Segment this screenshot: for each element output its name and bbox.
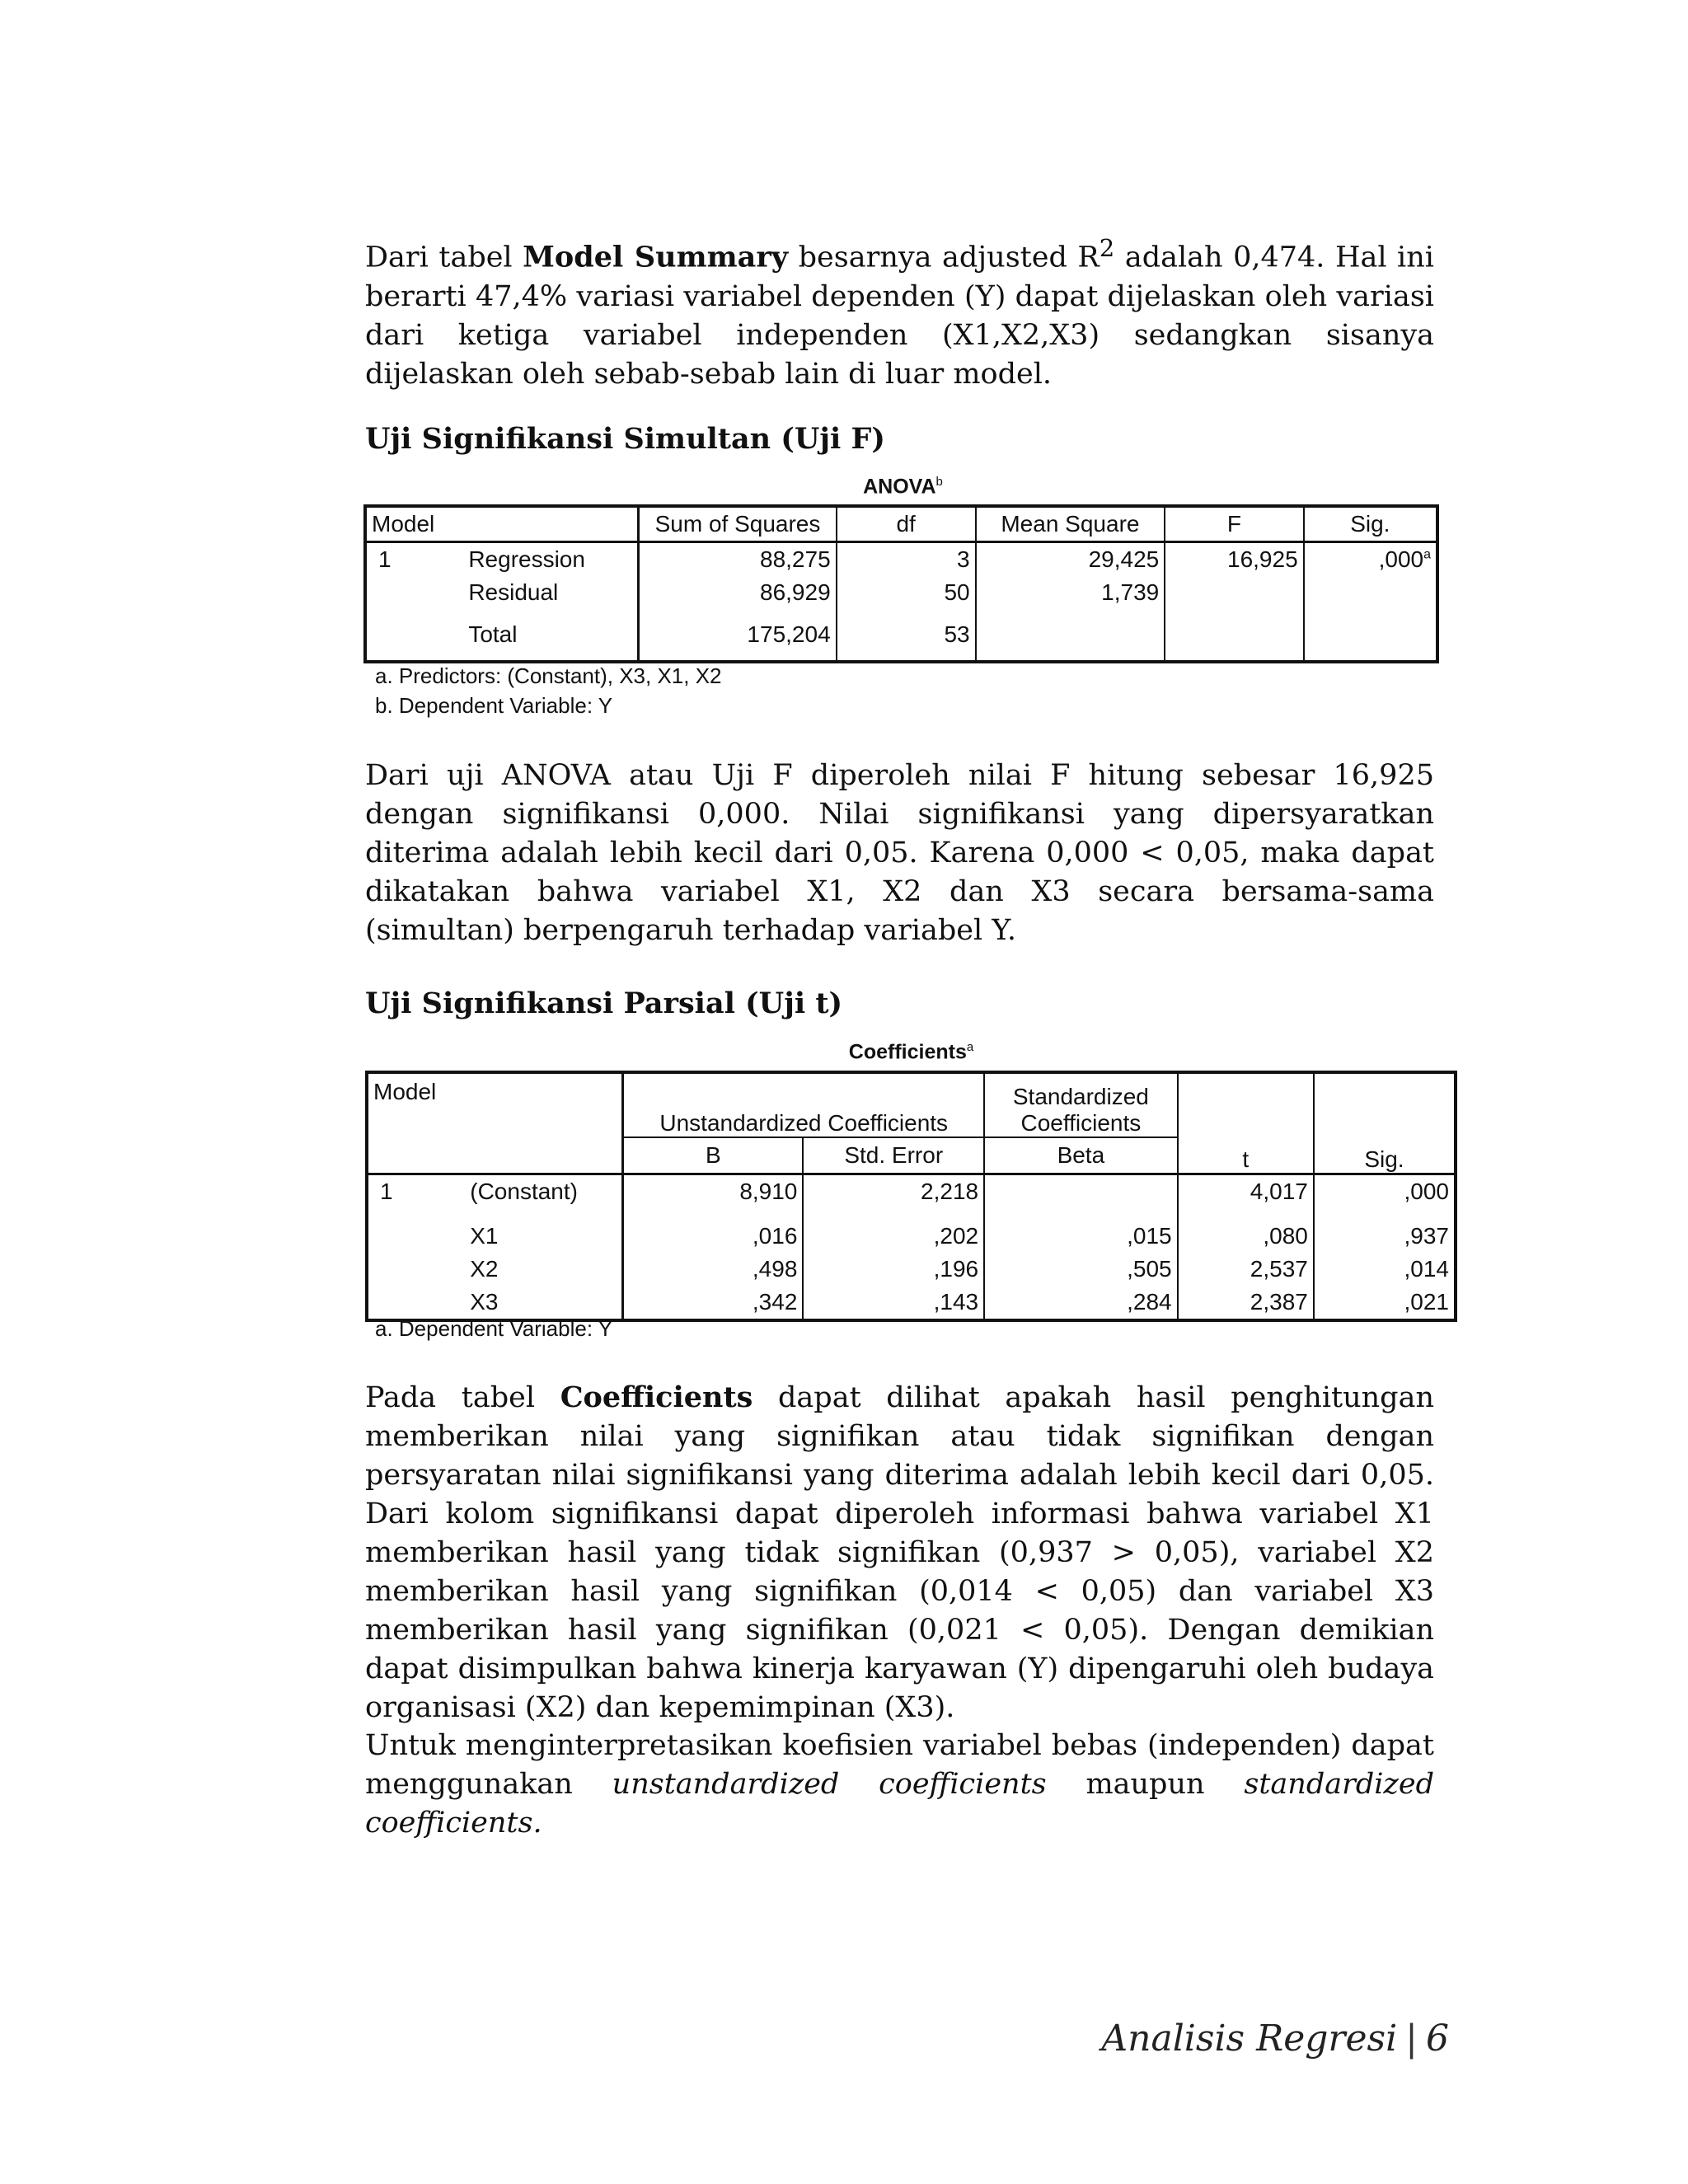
running-title: Analisis Regresi [1101, 2018, 1398, 2060]
anova-table [363, 504, 1439, 663]
footnote-b: b. Dependent Variable: Y [375, 693, 613, 718]
cell-t: 2,537 [1178, 1253, 1314, 1286]
header-line: Standardized [1012, 1084, 1149, 1109]
anova-header-f: F [1165, 506, 1303, 542]
cell-df: 3 [837, 542, 976, 577]
anova-header-sig: Sig. [1350, 511, 1390, 537]
cell-df: 50 [837, 576, 976, 609]
cell-f [1165, 609, 1303, 662]
table-row [365, 542, 1437, 577]
header-line: Coefficients [1020, 1110, 1142, 1136]
row-label: (Constant) [465, 1174, 623, 1221]
row-label: Regression [463, 542, 639, 577]
table-row [365, 609, 1437, 662]
row-label: Residual [463, 576, 639, 609]
coef-header-standardized [984, 1072, 1177, 1137]
anova-header-ss: Sum of Squares [639, 506, 837, 542]
cell-b: 8,910 [623, 1174, 804, 1221]
table-row [367, 1253, 1456, 1286]
paragraph-model-summary [365, 229, 1434, 394]
model-number: 1 [380, 1179, 393, 1204]
cell-std-error: ,202 [803, 1220, 984, 1253]
coef-header-sig: Sig. [1364, 1146, 1404, 1172]
table-row [367, 1174, 1456, 1221]
footnote-marker: a [966, 1040, 974, 1054]
cell-b: ,016 [623, 1220, 804, 1253]
coef-header-model: Model [367, 1072, 623, 1174]
italic-term: standardized coefficients. [365, 1768, 1434, 1840]
cell-b: ,342 [623, 1286, 804, 1320]
anova-table-title [365, 475, 1441, 499]
paragraph-interpretation-note [365, 1727, 1434, 1843]
cell-ss: 88,275 [639, 542, 837, 577]
cell-ss: 175,204 [639, 609, 837, 662]
footnote-a: a. Predictors: (Constant), X3, X1, X2 [375, 663, 722, 688]
cell-b: ,498 [623, 1253, 804, 1286]
text-run: Dari tabel [365, 241, 523, 274]
coef-header-b: B [623, 1137, 804, 1174]
text-run: maupun [1046, 1768, 1245, 1801]
cell-sig [1304, 542, 1437, 577]
coef-header-unstandardized: Unstandardized Coefficients [623, 1072, 984, 1137]
text-run: Untuk menginterpretasikan koefisien variabel bebas (independen) dapat menggunakan [365, 1729, 1434, 1801]
cell-sig [1304, 576, 1437, 609]
cell-beta [984, 1174, 1177, 1221]
text-run: dapat dilihat apakah hasil penghitungan memberikan nilai yang signifikan atau tidak signifikan dengan persyaratan nilai signifikansi yang diterima adalah lebih kecil dari 0,05. Dari kolom signifikansi dapat diperoleh informasi bahwa variabel X1 memberikan hasil yang tidak signifikan (0,937 > 0,05), variabel X2 memberikan hasil yang signifikan (0,014 < 0,05) dan variabel X3 memberikan hasil yang signifikan (0,021 < 0,05). Dengan demikian dapat disimpulkan bahwa kinerja karyawan (Y) dipengaruhi oleh budaya organisasi (X2) dan kepemimpinan (X3). [365, 1381, 1434, 1724]
table-row [365, 576, 1437, 609]
anova-header-model: Model [365, 506, 639, 542]
cell-t: ,080 [1178, 1220, 1314, 1253]
coefficients-table [365, 1071, 1457, 1322]
cell-sig: ,014 [1404, 1256, 1449, 1282]
cell-beta: ,505 [984, 1253, 1177, 1286]
cell-f [1165, 576, 1303, 609]
section-heading-uji-f: Uji Signifikansi Simultan (Uji F) [365, 422, 885, 456]
anova-footnotes [375, 661, 722, 720]
footnote-marker: a [1423, 547, 1431, 562]
cell-t: 2,387 [1178, 1286, 1314, 1320]
model-number: 1 [378, 546, 392, 572]
bold-term: Model Summary [523, 240, 789, 274]
coef-header-beta: Beta [984, 1137, 1177, 1174]
row-label: X2 [465, 1253, 623, 1286]
page-number: 6 [1426, 2018, 1449, 2060]
coefficients-table-title [365, 1040, 1457, 1064]
anova-header-df: df [837, 506, 976, 542]
section-heading-uji-t: Uji Signifikansi Parsial (Uji t) [365, 987, 843, 1020]
table-row [367, 1220, 1456, 1253]
coef-title-text: Coefficients [848, 1040, 967, 1064]
sig-value: ,000 [1378, 546, 1424, 572]
cell-ms: 29,425 [976, 542, 1165, 577]
text-run: Pada tabel [365, 1381, 560, 1414]
cell-ms: 1,739 [976, 576, 1165, 609]
cell-std-error: ,143 [803, 1286, 984, 1320]
cell-std-error: ,196 [803, 1253, 984, 1286]
paragraph-anova-interpretation: Dari uji ANOVA atau Uji F diperoleh nilai F hitung sebesar 16,925 dengan signifikansi 0,000. Nilai signifikansi yang dipersyaratkan diterima adalah lebih kecil dari 0,05. Karena 0,000 < 0,05, maka dapat dikatakan bahwa variabel X1, X2 dan X3 secara bersama-sama (simultan) berpengaruh terhadap variabel Y. [365, 759, 1434, 947]
page-footer [1101, 2018, 1449, 2060]
footnote-marker: b [935, 475, 943, 489]
bold-term: Coefficients [560, 1380, 753, 1414]
cell-sig: ,937 [1404, 1223, 1449, 1249]
cell-ms [976, 609, 1165, 662]
cell-df: 53 [837, 609, 976, 662]
footer-separator: | [1405, 2018, 1418, 2060]
text-run: besarnya adjusted R [788, 241, 1100, 274]
cell-std-error: 2,218 [803, 1174, 984, 1221]
row-label: X3 [465, 1286, 623, 1320]
row-label: Total [463, 609, 639, 662]
paragraph-coefficients-interpretation [365, 1378, 1434, 1727]
coef-header-t: t [1178, 1072, 1314, 1174]
anova-title-text: ANOVA [863, 475, 936, 499]
coefficients-footnote: a. Dependent Variable: Y [375, 1316, 613, 1341]
cell-sig: ,021 [1404, 1289, 1449, 1315]
italic-term: unstandardized coefficients [612, 1768, 1047, 1801]
anova-header-ms: Mean Square [976, 506, 1165, 542]
coef-header-std-error: Std. Error [803, 1137, 984, 1174]
cell-sig [1304, 609, 1437, 662]
cell-ss: 86,929 [639, 576, 837, 609]
cell-t: 4,017 [1178, 1174, 1314, 1221]
cell-f: 16,925 [1165, 542, 1303, 577]
text-run: adalah 0,474. Hal ini berarti 47,4% variasi variabel dependen (Y) dapat dijelaskan oleh variasi dari ketiga variabel independen (X1,X2,X3) sedangkan sisanya dijelaskan oleh sebab-sebab lain di luar model. [365, 241, 1434, 391]
row-label: X1 [465, 1220, 623, 1253]
cell-beta: ,284 [984, 1286, 1177, 1320]
superscript: 2 [1099, 234, 1115, 262]
cell-beta: ,015 [984, 1220, 1177, 1253]
cell-sig: ,000 [1404, 1179, 1449, 1204]
